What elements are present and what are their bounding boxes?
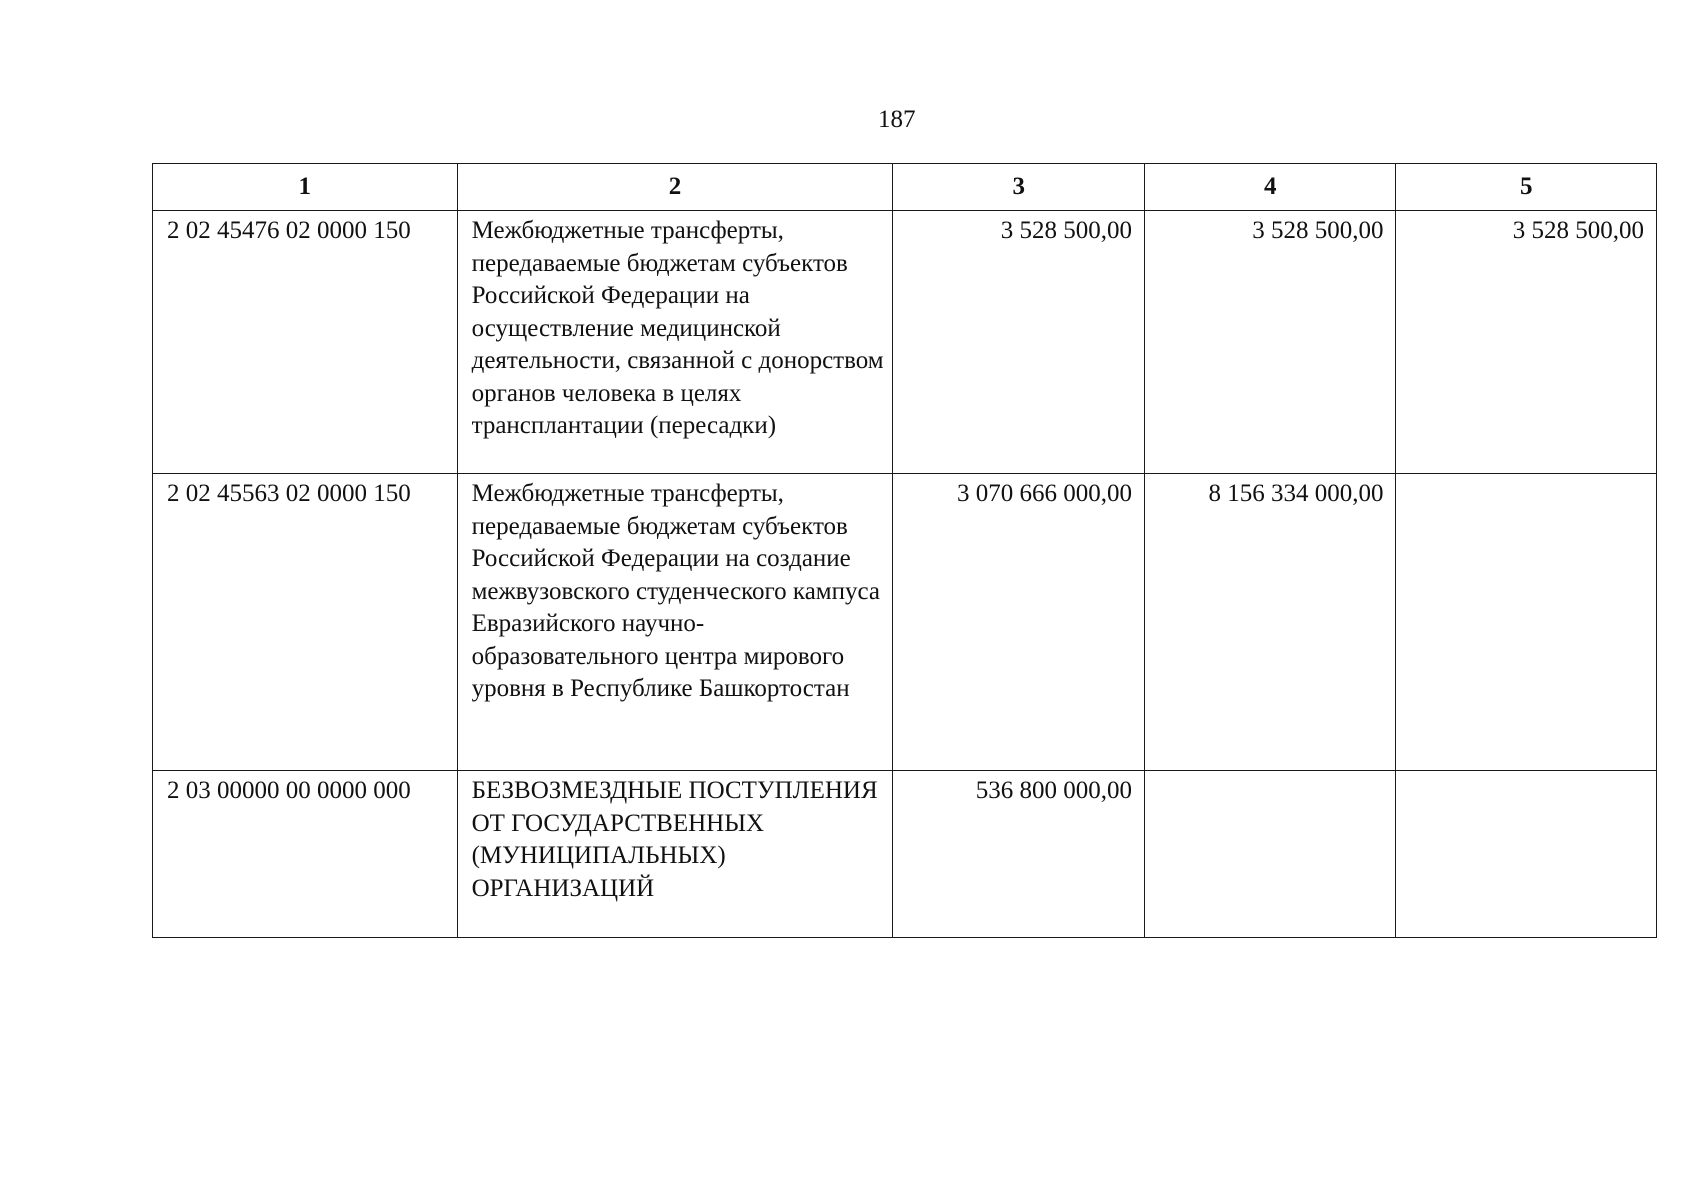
- table-row: [153, 211, 1657, 474]
- item-name-cell: БЕЗВОЗМЕЗДНЫЕ ПОСТУПЛЕНИЯ ОТ ГОСУДАРСТВЕННЫХ (МУНИЦИПАЛЬНЫХ) ОРГАНИЗАЦИЙ: [457, 771, 893, 938]
- header-col-3: 3: [893, 164, 1145, 211]
- budget-code-cell: 2 03 00000 00 0000 000: [153, 771, 458, 938]
- amount-col-5-cell: [1396, 474, 1657, 771]
- amount-col-4-cell: 3 528 500,00: [1144, 211, 1396, 474]
- budget-code-cell: 2 02 45476 02 0000 150: [153, 211, 458, 474]
- header-col-2: 2: [457, 164, 893, 211]
- budget-code-cell: 2 02 45563 02 0000 150: [153, 474, 458, 771]
- header-col-5: 5: [1396, 164, 1657, 211]
- amount-col-4-cell: 8 156 334 000,00: [1144, 474, 1396, 771]
- header-col-1: 1: [153, 164, 458, 211]
- amount-col-5-cell: 3 528 500,00: [1396, 211, 1657, 474]
- item-name-cell: Межбюджетные трансферты, передаваемые бюджетам субъектов Российской Федерации на создание межвузовского студенческого кампуса Евразийского научно-образовательного центра мирового уровня в Республике Башкортостан: [457, 474, 893, 771]
- table-row: [153, 771, 1657, 938]
- amount-col-4-cell: [1144, 771, 1396, 938]
- amount-col-3-cell: 3 070 666 000,00: [893, 474, 1145, 771]
- table-header-row: [153, 164, 1657, 211]
- table-row: [153, 474, 1657, 771]
- header-col-4: 4: [1144, 164, 1396, 211]
- amount-col-5-cell: [1396, 771, 1657, 938]
- item-name-cell: Межбюджетные трансферты, передаваемые бюджетам субъектов Российской Федерации на осуществление медицинской деятельности, связанной с донорством органов человека в целях трансплантации (пересадки): [457, 211, 893, 474]
- page-number: 187: [878, 106, 916, 133]
- amount-col-3-cell: 536 800 000,00: [893, 771, 1145, 938]
- budget-table: [152, 163, 1657, 938]
- amount-col-3-cell: 3 528 500,00: [893, 211, 1145, 474]
